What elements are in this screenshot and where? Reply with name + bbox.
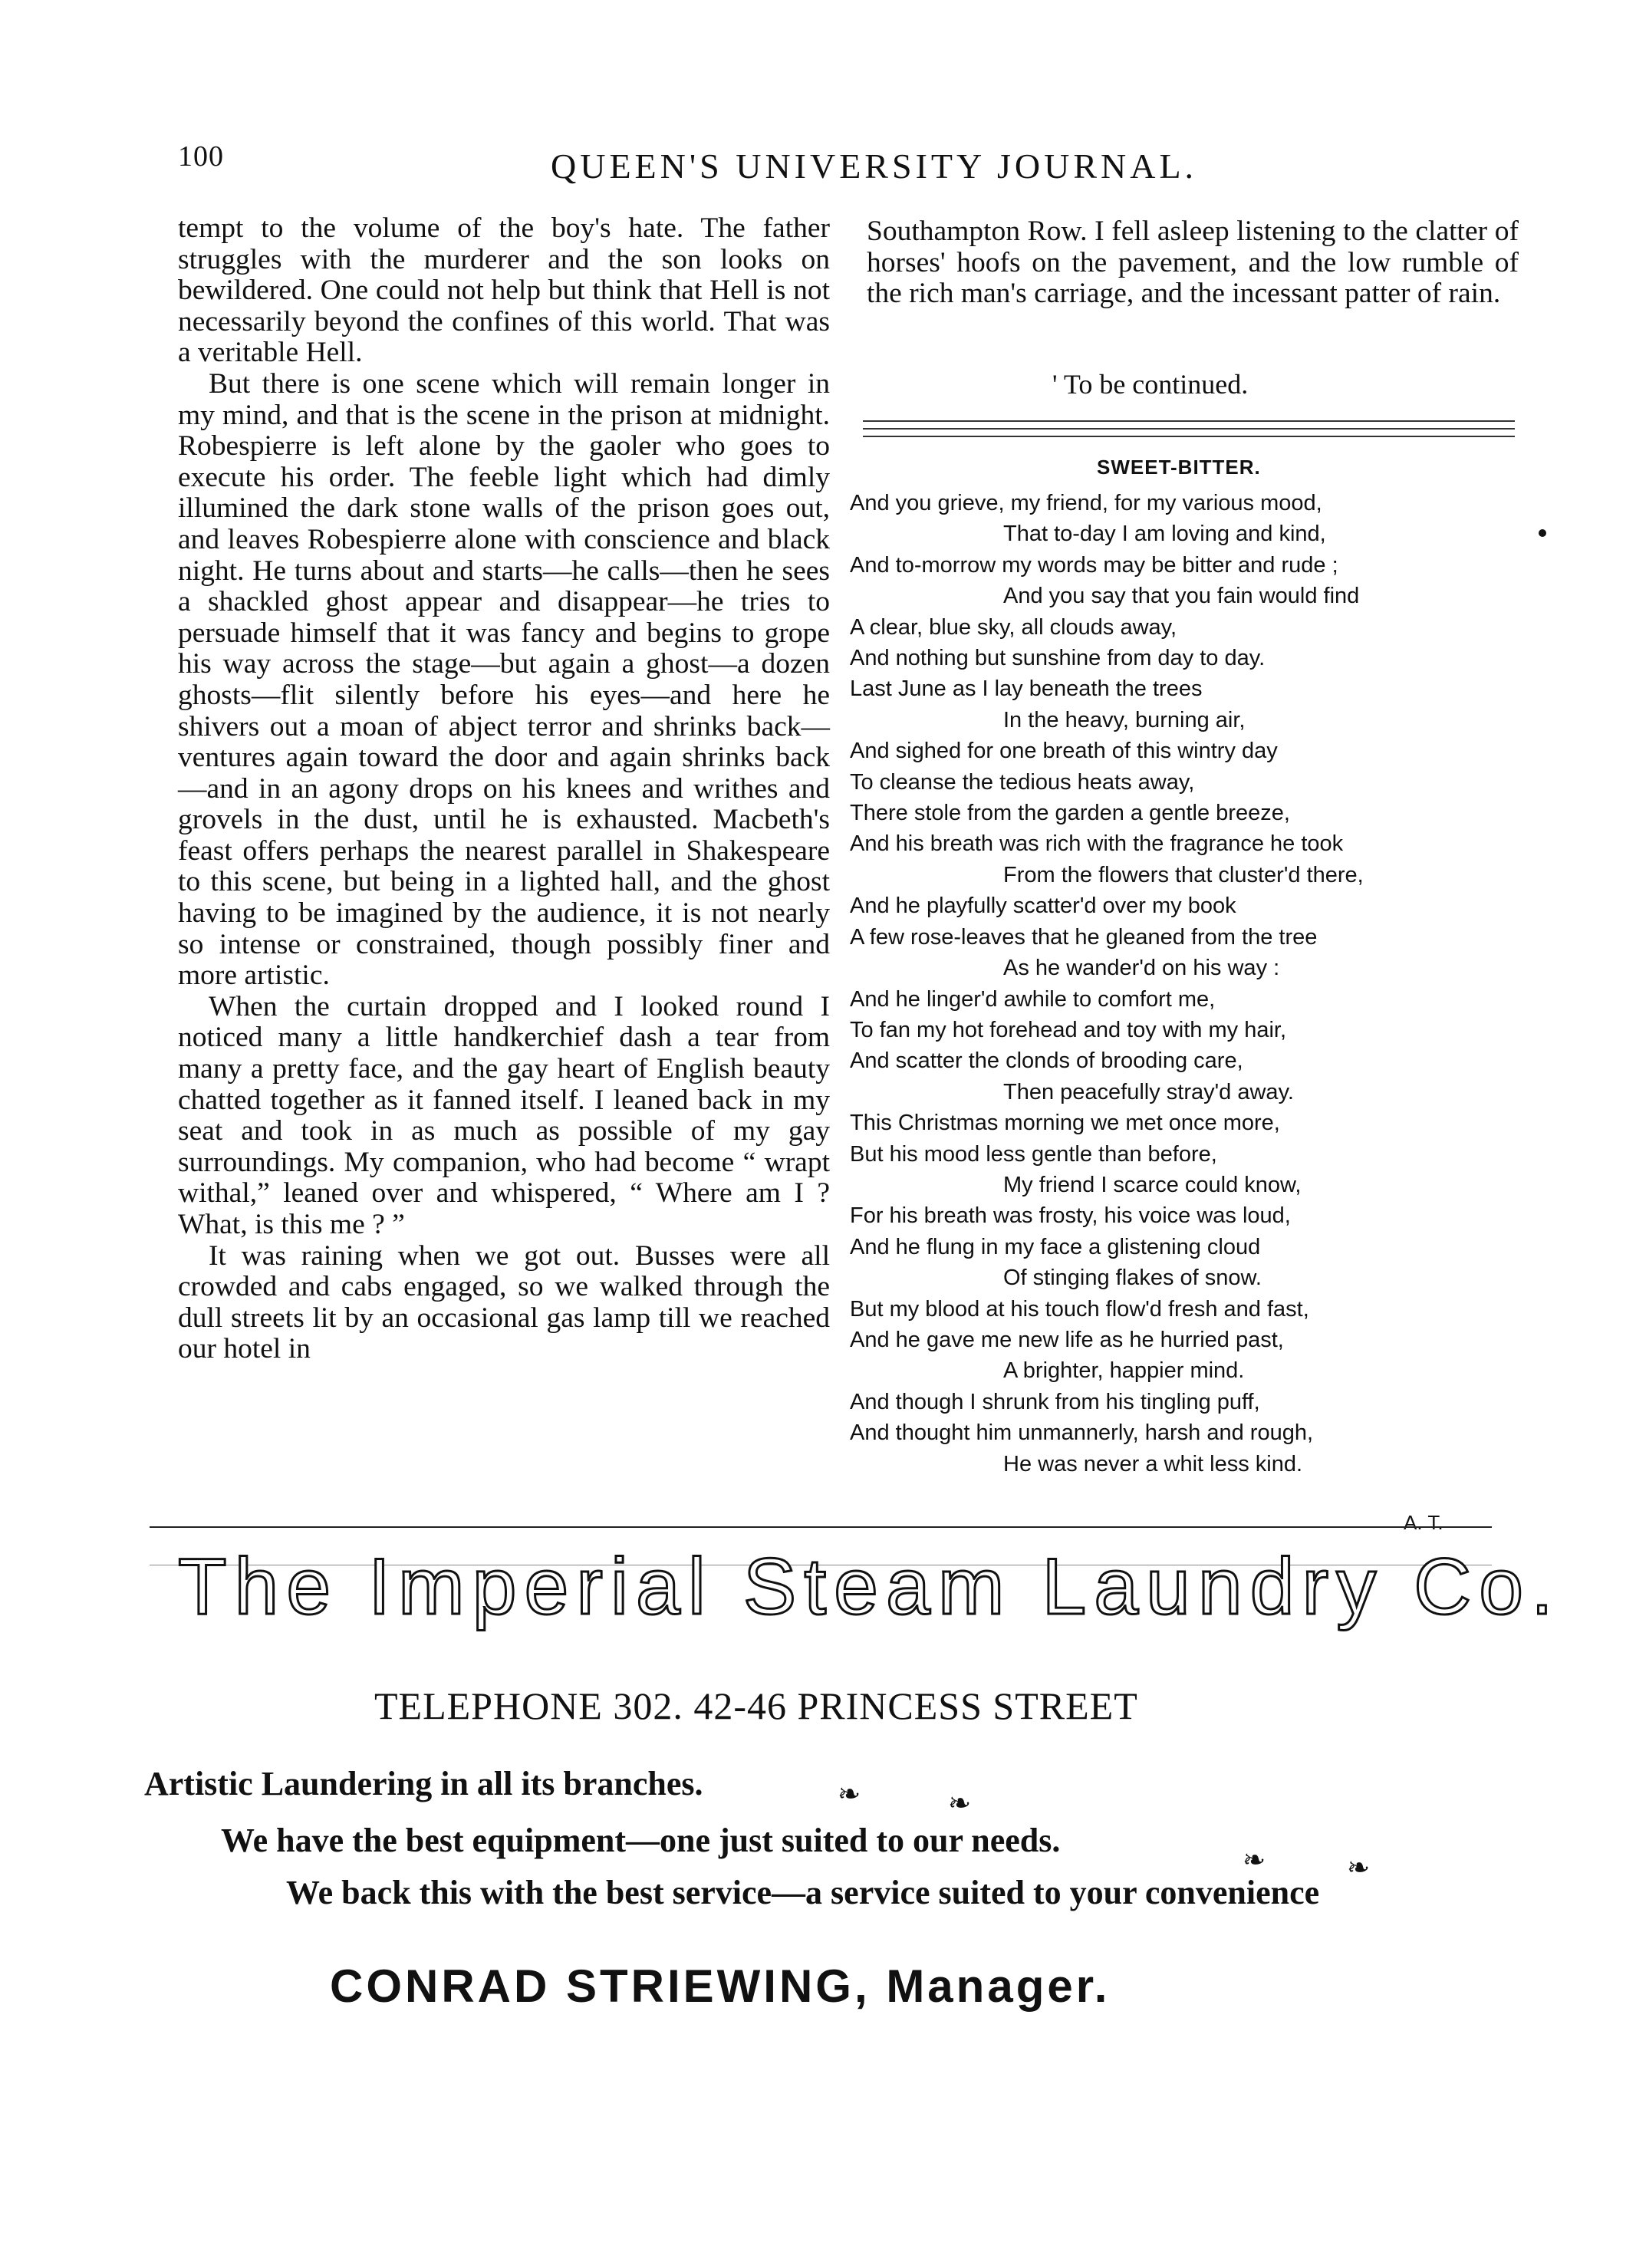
poem-line: Then peacefully stray'd away. — [1003, 1079, 1294, 1104]
poem-line: In the heavy, burning air, — [1003, 707, 1246, 732]
advertisement-contact: TELEPHONE 302. 42-46 PRINCESS STREET — [374, 1684, 1138, 1727]
fleuron-icon: ❧ — [838, 1779, 861, 1809]
journal-title: QUEEN'S UNIVERSITY JOURNAL. — [551, 146, 1198, 186]
poem-title: SWEET-BITTER. — [1097, 456, 1261, 479]
advertisement-divider — [150, 1526, 1492, 1528]
paragraph: But there is one scene which will remain longer in my mind, and that is the scene in the prison at midnight. Robespierre is left alone by the gaoler who goes to execute his order. The feeble light which had dimly illumined the dark stone walls of the prison goes out, and leaves Robespierre alone with conscience and black night. He turns about and starts—he calls—then he sees a shackled ghost appear and disappear—he tries to persuade himself that it was fancy and begins to grope his way across the stage—but again a ghost—a dozen ghosts—flit silently before his eyes—and here he shivers out a moan of abject terror and shrinks back—ventures again toward the door and again shrinks back—and in an agony drops on his knees and writhes and grovels in the dust, until he is exhausted. Macbeth's feast offers perhaps the nearest parallel in Shakespeare to this scene, but being in a lighted hall, and the ghost having to be imagined by the audience, it is not nearly so intense or constrained, though possibly finer and more artistic. — [178, 367, 830, 992]
poem-line: Of stinging flakes of snow. — [1003, 1266, 1262, 1291]
advertisement-line: Artistic Laundering in all its branches. — [144, 1765, 703, 1802]
poem-line: And his breath was rich with the fragrance he took — [850, 831, 1344, 857]
poem-line: He was never a whit less kind. — [1003, 1451, 1303, 1476]
fleuron-icon: ❧ — [1243, 1845, 1266, 1875]
poem-line: To cleanse the tedious heats away, — [850, 769, 1195, 795]
poem-line: And he playfully scatter'd over my book — [850, 894, 1236, 919]
advertisement-manager: CONRAD STRIEWING, Manager. — [330, 1960, 1111, 2012]
poem-line: And thought him unmannerly, harsh and rough, — [850, 1420, 1314, 1446]
advertisement-line: We have the best equipment—one just suited to our needs. — [221, 1822, 1061, 1859]
paragraph: It was raining when we got out. Busses were all crowded and cabs engaged, so we walked through the dull streets lit by an occasional gas lamp till we reached our hotel in — [178, 1239, 830, 1365]
fleuron-icon: ❧ — [948, 1788, 972, 1819]
paragraph: When the curtain dropped and I looked round I noticed many a little handkerchief dash a tear from many a pretty face, and the gay heart of English beauty chatted together as it fanned itself. I leaned back in my seat and took in as much as possible of my gay surroundings. My companion, who had become “ wrapt withal,” leaned over and whispered, “ Where am I ? What, is this me ? ” — [178, 990, 830, 1240]
poem-line: And you say that you fain would find — [1003, 584, 1360, 609]
poem-line: A clear, blue sky, all clouds away, — [850, 614, 1177, 640]
fleuron-icon: ❧ — [1347, 1852, 1371, 1883]
poem-line: That to-day I am loving and kind, — [1003, 522, 1326, 547]
poem-line: And you grieve, my friend, for my various mood, — [850, 491, 1322, 515]
poem-line: And though I shrunk from his tingling puff, — [850, 1389, 1260, 1414]
poem-line: And sighed for one breath of this wintry day — [850, 739, 1278, 764]
poem-line: From the flowers that cluster'd there, — [1003, 862, 1364, 887]
poem — [850, 488, 1532, 1480]
print-speck-icon — [1539, 529, 1546, 537]
poem-line: A few rose-leaves that he gleaned from the tree — [850, 924, 1318, 950]
poem-line: And he gave me new life as he hurried past, — [850, 1327, 1284, 1352]
poem-line: As he wander'd on his way : — [1003, 956, 1280, 981]
to-be-continued: ' To be continued. — [1052, 369, 1249, 400]
poem-line: This Christmas morning we met once more, — [850, 1111, 1280, 1136]
section-divider — [863, 420, 1515, 430]
poem-line: My friend I scarce could know, — [1003, 1172, 1302, 1197]
poem-line: And he linger'd awhile to comfort me, — [850, 986, 1216, 1012]
right-column-prose: Southampton Row. I fell asleep listening to the clatter of horses' hoofs on the pavement, and the low rumble of the rich man's carriage, and the incessant patter of rain. — [867, 216, 1519, 310]
page-number: 100 — [178, 140, 224, 173]
poem-line: But his mood less gentle than before, — [850, 1141, 1217, 1167]
section-divider-thin — [863, 436, 1515, 437]
poem-line: For his breath was frosty, his voice was loud, — [850, 1203, 1291, 1229]
poem-line: And nothing but sunshine from day to day. — [850, 646, 1266, 671]
poem-line: There stole from the garden a gentle breeze, — [850, 801, 1290, 826]
advertisement-line: We back this with the best service—a service suited to your convenience — [286, 1874, 1320, 1911]
poem-line: To fan my hot forehead and toy with my hair, — [850, 1017, 1287, 1042]
poem-line: And to-morrow my words may be bitter and rude ; — [850, 552, 1338, 578]
left-column — [178, 213, 830, 1365]
poem-line: A brighter, happier mind. — [1003, 1358, 1245, 1384]
poem-line: But my blood at his touch flow'd fresh and fast, — [850, 1296, 1309, 1322]
advertisement-company-name: The Imperial Steam Laundry Co. — [178, 1542, 1561, 1631]
poem-signature: A. T. — [1404, 1511, 1443, 1534]
poem-line: And scatter the clonds of brooding care, — [850, 1048, 1243, 1074]
poem-line: And he flung in my face a glistening cloud — [850, 1234, 1261, 1259]
poem-line: Last June as I lay beneath the trees — [850, 676, 1203, 702]
paragraph: tempt to the volume of the boy's hate. The father struggles with the murderer and the son looks on bewildered. One could not help but think that Hell is not necessarily beyond the confines of this world. That was a veritable Hell. — [178, 212, 830, 369]
